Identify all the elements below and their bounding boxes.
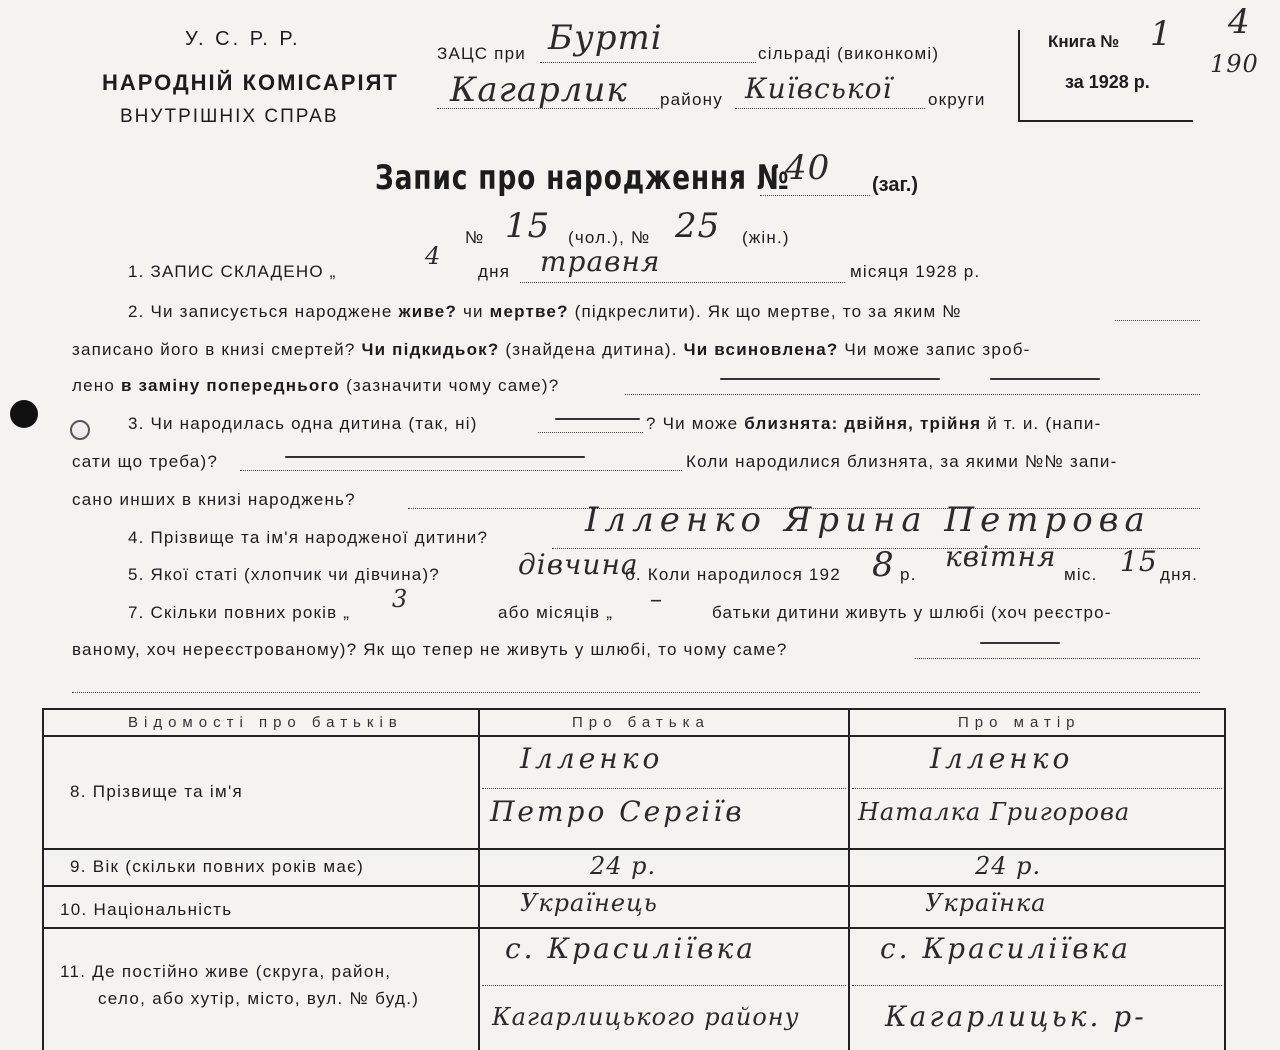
table-header-mother: Про матір: [958, 714, 1081, 731]
book-box-bottom-border: [1018, 120, 1193, 122]
record-number-line: [760, 195, 870, 196]
title-suffix: (заг.): [872, 174, 919, 196]
mother-name-handwritten: Наталка Григорова: [858, 798, 1131, 826]
corner-note-handwritten: 190: [1210, 50, 1259, 78]
item7-label-c: батьки дитини живуть у шлюбі (хоч реєстро-: [712, 603, 1112, 622]
item7-extra-line: [72, 692, 1200, 693]
item7-line2: ваному, хоч нереєстрованому)? Як що тепер не живуть у шлюбі, то чому саме?: [72, 640, 788, 659]
male-number-handwritten: 15: [505, 206, 551, 246]
item4-label: 4. Прізвище та ім'я народженої дитини?: [128, 528, 489, 547]
father-name-handwritten: Петро Сергіїв: [490, 795, 745, 828]
village-council-line: [540, 62, 756, 63]
item5-year-handwritten: 8: [872, 545, 895, 585]
item7-handwritten-dash: [980, 642, 1060, 644]
item2-number-line: [1115, 320, 1200, 321]
father-residence-district-handwritten: Кагарлицького району: [492, 1003, 800, 1031]
item5-label-b: б. Коли народилося 192: [625, 565, 841, 584]
table-row-name-label: 8. Прізвище та ім'я: [70, 782, 244, 801]
item4-child-name-handwritten: Ілленко Ярина Петрова: [585, 500, 1151, 540]
commissariat-title: НАРОДНІЙ КОМІСАРІЯТ: [102, 70, 399, 95]
item2-handwritten-dash: [720, 378, 940, 380]
record-number-handwritten: 40: [785, 148, 831, 188]
male-label: (чол.), №: [568, 228, 651, 247]
item7-reason-line: [915, 658, 1200, 659]
item5-month-handwritten: квітня: [945, 540, 1057, 573]
father-age-handwritten: 24 р.: [590, 852, 657, 880]
item2-line1: 2. Чи записується народжене живе? чи мертве? (підкреслити). Як що мертве, то за яким №: [128, 302, 962, 321]
district-line: [437, 108, 659, 109]
item7-label-a: 7. Скільки повних років „: [128, 603, 351, 622]
father-surname-handwritten: Ілленко: [520, 742, 664, 775]
item2-line2: записано його в книзі смертей? Чи підкидьок? (знайдена дитина). Чи всиновлена? Чи може запис зроб-: [72, 340, 1031, 359]
okrug-line: [735, 108, 925, 109]
council-suffix: сільраді (виконкомі): [758, 44, 940, 63]
item1-month-handwritten: травня: [540, 245, 661, 278]
item3-twins-line: [240, 470, 682, 471]
female-number-handwritten: 25: [675, 206, 721, 246]
mother-surname-handwritten: Ілленко: [930, 742, 1074, 775]
father-residence-village-handwritten: с. Красиліївка: [505, 932, 756, 965]
district-suffix: району: [660, 90, 723, 109]
no-label: №: [465, 228, 485, 247]
item3-line3: сано инших в книзі народжень?: [72, 490, 356, 509]
item1-month-line: [520, 282, 845, 283]
item7-months-handwritten: –: [650, 585, 663, 613]
item3-line2-a: сати що треба)?: [72, 452, 218, 471]
item2-handwritten-dash-2: [990, 378, 1100, 380]
okrug-handwritten: Київської: [745, 72, 893, 105]
table-header-info: Відомості про батьків: [128, 714, 403, 731]
book-label: Книга №: [1048, 32, 1120, 51]
item2-replacement-line: [625, 394, 1200, 395]
item5-label-d: міс.: [1064, 565, 1098, 584]
table-row-nationality-label: 10. Національність: [60, 900, 233, 919]
item5-day-handwritten: 15: [1120, 545, 1158, 578]
table-header-father: Про батька: [572, 714, 710, 731]
item3-line1-b: ? Чи може близнята: двійня, трійня й т. и. (напи-: [646, 414, 1102, 433]
table-row-residence-label-1: 11. Де постійно живе (скруга, район,: [60, 962, 392, 981]
item2-line3: лено в заміну попереднього (зазначити чому саме)?: [72, 376, 560, 395]
table-row-age-label: 9. Вік (скільки повних років має): [70, 857, 365, 876]
item1-day-handwritten: 4: [425, 242, 442, 270]
table-row-residence-label-2: село, або хутір, місто, вул. № буд.): [98, 989, 420, 1008]
item3-line1-a: 3. Чи народилась одна дитина (так, ні): [128, 414, 478, 433]
item1-day-label: дня: [478, 262, 511, 281]
item3-handwritten-dash-2: [285, 456, 585, 458]
book-year: за 1928 р.: [1065, 72, 1150, 92]
mother-nationality-handwritten: Українка: [925, 889, 1047, 917]
item3-handwritten-dash: [555, 418, 640, 420]
item5-label-c: р.: [900, 565, 917, 584]
item5-label-e: дня.: [1160, 565, 1199, 584]
commissariat-subtitle: ВНУТРІШНІХ СПРАВ: [120, 106, 339, 127]
corner-mark-handwritten: 4: [1228, 2, 1251, 42]
book-number-handwritten: 1: [1150, 14, 1173, 54]
item5-sex-handwritten: дівчина: [518, 548, 639, 581]
father-nationality-handwritten: Українець: [520, 889, 658, 917]
district-handwritten: Кагарлик: [450, 70, 628, 110]
item1-month-label: місяця 1928 р.: [850, 262, 981, 281]
punch-hole-mark-2: [70, 420, 90, 440]
item1-label: 1. ЗАПИС СКЛАДЕНО „: [128, 262, 337, 281]
mother-residence-district-handwritten: Кагарлицьк. р-: [885, 1000, 1147, 1033]
item7-years-handwritten: 3: [392, 585, 409, 613]
zacs-prefix: ЗАЦС при: [437, 44, 526, 63]
item3-single-line: [538, 432, 643, 433]
book-box-left-border: [1018, 30, 1020, 122]
punch-hole-mark: [10, 400, 38, 428]
village-council-handwritten: Бурті: [548, 18, 663, 58]
okrug-suffix: округи: [928, 90, 986, 109]
mother-residence-village-handwritten: с. Красиліївка: [880, 932, 1131, 965]
item3-line2-b: Коли народилися близнята, за якими №№ запи-: [686, 452, 1118, 471]
item5-label-a: 5. Якої статі (хлопчик чи дівчина)?: [128, 565, 440, 584]
republic-label: У. С. Р. Р.: [185, 28, 301, 50]
mother-age-handwritten: 24 р.: [975, 852, 1042, 880]
item7-label-b: або місяців „: [498, 603, 614, 622]
document-title: Запис про народження №: [375, 158, 790, 198]
female-label: (жін.): [742, 228, 790, 247]
